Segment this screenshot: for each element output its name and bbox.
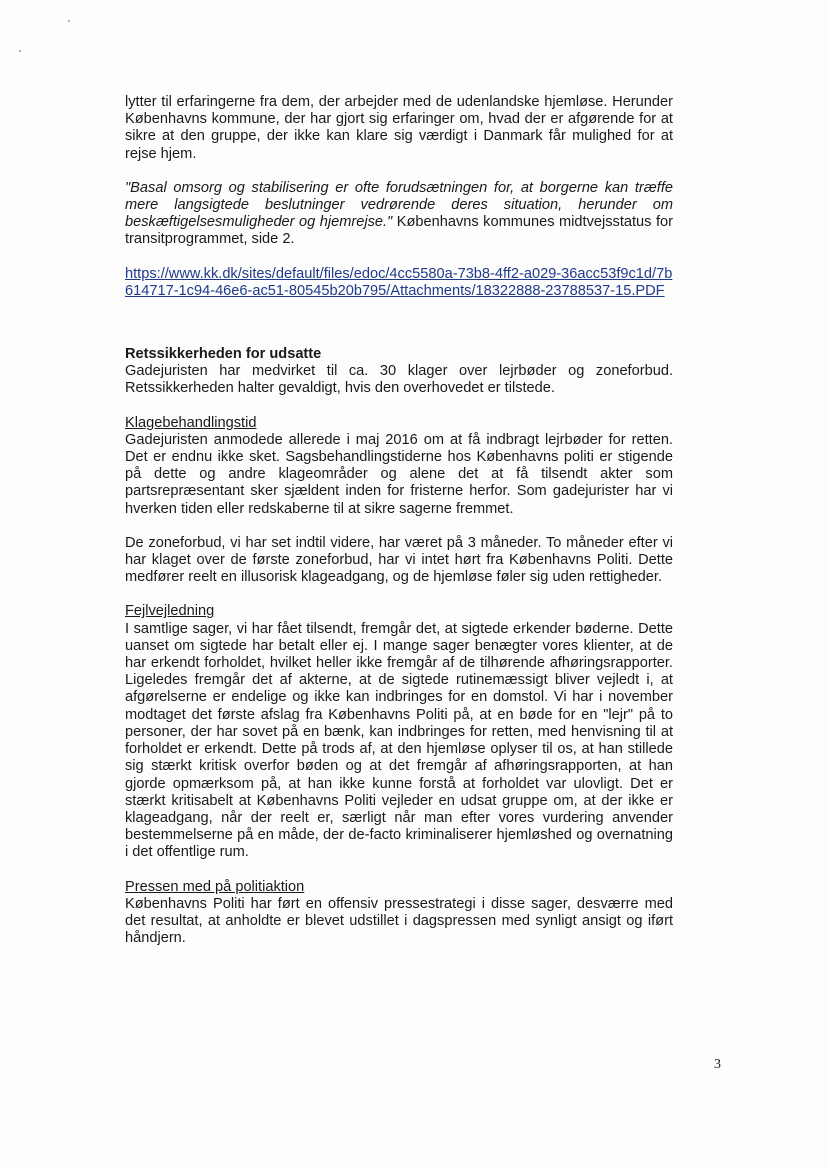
quote-source: Københavns kommunes midtvejsstatus for transitprogrammet, side 2.	[125, 214, 673, 248]
section-heading: Fejlvejledning	[125, 603, 215, 620]
quote-text: "Basal omsorg og stabilisering er ofte forudsætningen for, at borgerne kan træffe mere langsigtede beslutninger vedrørende deres situation, herunder om beskæftigelsesmuligheder og hjemrejse."	[125, 179, 673, 231]
section-paragraph: I samtlige sager, vi har fået tilsendt, fremgår det, at sigtede erkender bøderne. Dette uanset om sigtede har betalt eller ej. I mange sager benægter vores klienter, at de har erkendt forholdet, hvilket heller ikke fremgår af de tilhørende afhøringsrapporter. Ligeledes fremgår det af akterne, at de sigtede rutinemæssigt bliver vejledt i, at afgørelserne er endelige og ikke kan indbringes for en domstol. Vi har i november modtaget det første afslag fra Københavns Politi på, at en bøde for en "lejr" på to personer, der har sovet på en bænk, kan indbringes for retten, med henvisning til at forholdet er erkendt. Dette på trods af, at den hjemløse oplyser til os, at han stillede sig stærkt kritisk overfor bøden og at det fremgår af afhøringsrapporten, at han gjorde opmærksom på, at han ikke kunne forstå at forholdet var ulovligt. Det er stærkt kritisabelt at Københavns Politi vejleder en udsat gruppe om, at der ikke er klageadgang, når der reelt er, særligt når man efter vores vurdering anvender bestemmelserne på en måde, der de-facto kriminaliserer hjemløshed og overnatning i det offentlige rum.	[125, 620, 673, 861]
section-paragraph: Københavns Politi har ført en offensiv pressestrategi i disse sager, desværre med det resultat, at anholdte er blevet udstillet i dagspressen med synligt ansigt og iført håndjern.	[125, 895, 673, 947]
page-body	[125, 94, 673, 964]
section-paragraph: Gadejuristen anmodede allerede i maj 2016 om at få indbragt lejrbøder for retten. Det er endnu ikke sket. Sagsbehandlingstiderne hos Københavns politi er stigende på dette og andre klageområder og alene det at få tilsendt akter som partsrepræsentant sker sjældent inden for fristerne herfor. Som gadejurister har vi hverken tiden eller redskaberne til at sikre sagerne fremmet.	[125, 431, 673, 517]
section-paragraph: De zoneforbud, vi har set indtil videre, har været på 3 måneder. To måneder efter vi har klaget over de første zoneforbud, har vi intet hørt fra Københavns Politi. Dette medfører reelt en illusorisk klageadgang, og de hjemløse føler sig uden rettigheder.	[125, 534, 673, 586]
section-paragraph: Gadejuristen har medvirket til ca. 30 klager over lejrbøder og zoneforbud. Retssikkerheden halter gevaldigt, hvis den overhovedet er tilstede.	[125, 363, 673, 397]
section-klagebehandlingstid	[125, 415, 673, 587]
scan-speck	[68, 20, 70, 22]
quote-paragraph	[125, 180, 673, 249]
source-link[interactable]: https://www.kk.dk/sites/default/files/edoc/4cc5580a-73b8-4ff2-a029-36acc53f9c1d/7b614717-1c94-46e6-ac51-80545b20b795/Attachments/18322888-23788537-15.PDF	[125, 265, 673, 299]
section-heading: Klagebehandlingstid	[125, 414, 257, 431]
section-heading: Retssikkerheden for udsatte	[125, 346, 322, 363]
intro-paragraph: lytter til erfaringerne fra dem, der arbejder med de udenlandske hjemløse. Herunder Københavns kommune, der har gjort sig erfaringer om, hvad der er afgørende for at sikre at den gruppe, der ikke kan klare sig værdigt i Danmark får mulighed for at rejse hjem.	[125, 94, 673, 162]
section-fejlvejledning	[125, 603, 673, 861]
section-retssikkerhed	[125, 346, 673, 398]
section-heading: Pressen med på politiaktion	[125, 878, 305, 895]
page-number: 3	[714, 1057, 721, 1072]
section-pressen	[125, 879, 673, 948]
scan-speck	[19, 50, 21, 52]
